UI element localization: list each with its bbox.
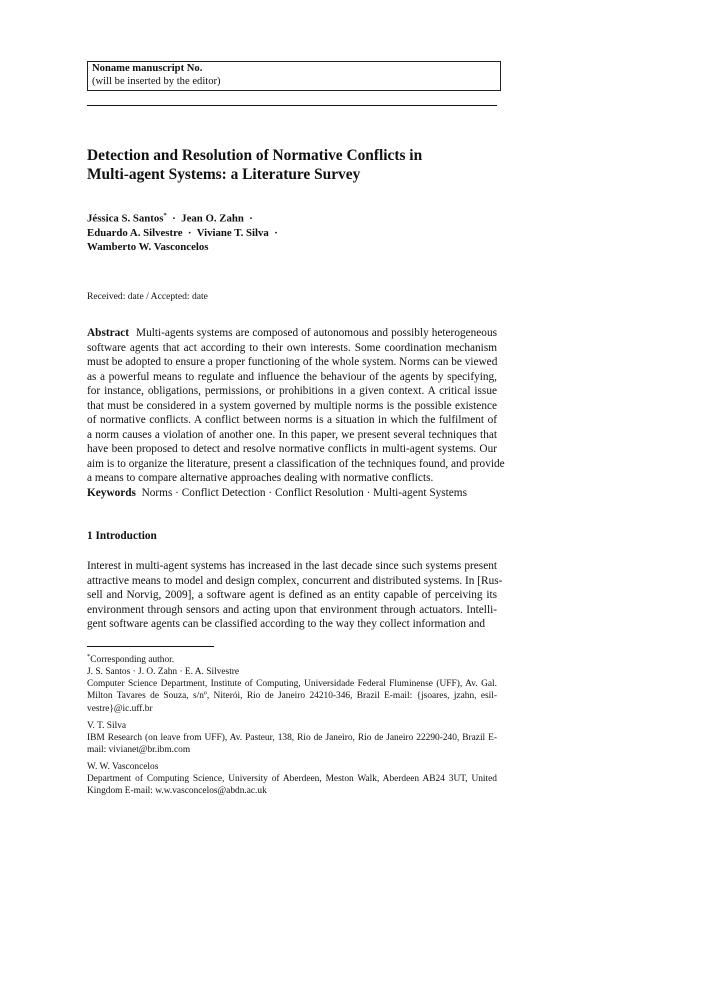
manuscript-number: Noname manuscript No. <box>92 63 203 74</box>
affiliation-names: J. S. Santos · J. O. Zahn · E. A. Silvestre <box>87 667 240 678</box>
keywords <box>87 486 497 501</box>
text-line: Kingdom E-mail: w.w.vasconcelos@abdn.ac.uk <box>87 786 267 797</box>
abstract-label: Abstract <box>87 327 130 339</box>
received-date: Received: date / Accepted: date <box>87 291 208 302</box>
text-line: Milton Tavares de Souza, s/nº, Niterói, Rio de Janeiro 24210-346, Brazil E-mail: {jsoares, jzahn, esil- <box>87 691 497 702</box>
text-line: of normative conflicts. A conflict between norms is a situation in which the fulfilment of <box>87 414 497 427</box>
text-line: Computer Science Department, Institute of Computing, Universidade Federal Fluminense (UFF), Av. Gal. <box>87 679 497 690</box>
separator: · <box>274 226 278 239</box>
footnotes <box>87 651 497 797</box>
affiliation-names: V. T. Silva <box>87 720 127 731</box>
text-line: environment through sensors and acting upon that environment through actuators. Intelli- <box>87 603 497 616</box>
intro-paragraph <box>87 559 503 632</box>
keywords-label: Keywords <box>87 487 136 499</box>
text-line: Interest in multi-agent systems has increased in the last decade since such systems present <box>87 560 497 572</box>
affiliation <box>87 732 497 756</box>
manuscript-info-box <box>87 61 501 91</box>
corresponding-mark: * <box>163 212 167 219</box>
author: Jean O. Zahn <box>181 212 244 225</box>
title-line: Multi-agent Systems: a Literature Survey <box>87 165 361 183</box>
text-line: attractive means to model and design complex, concurrent and distributed systems. In [Rus- <box>87 574 503 587</box>
text-line: a norm causes a violation of another one. In this paper, we present several techniques that <box>87 428 497 441</box>
author-line <box>87 226 497 240</box>
paper-title <box>87 147 497 184</box>
author: Viviane T. Silva <box>196 226 269 239</box>
text-line: software agents that act according to their own interests. Some coordination mechanism <box>87 341 497 354</box>
footnote-mark: * <box>87 653 91 660</box>
author: Wamberto W. Vasconcelos <box>87 241 209 253</box>
author: Jéssica S. Santos <box>87 212 164 225</box>
line-text: Multi-agents systems are composed of autonomous and possibly heterogeneous <box>136 327 497 339</box>
footnote-rule <box>87 646 214 647</box>
keywords-text: Norms · Conflict Detection · Conflict Resolution · Multi-agent Systems <box>141 487 467 499</box>
title-line: Detection and Resolution of Normative Conflicts in <box>87 147 423 164</box>
text-line: gent software agents can be classified according to the way they collect information and <box>87 618 486 631</box>
author: Eduardo A. Silvestre <box>87 226 183 239</box>
text-line: that must be considered in a system governed by multiple norms is the possible existence <box>87 399 497 412</box>
header-rule <box>87 105 497 106</box>
text-line: mail: vivianet@br.ibm.com <box>87 744 191 755</box>
text-line: sell and Norvig, 2009], a software agent is defined as an entity capable of perceiving its <box>87 589 497 602</box>
separator: · <box>187 226 192 239</box>
text-line <box>87 326 497 341</box>
text-line: as a powerful means to regulate and influence the behaviour of the agents by specifying, <box>87 370 497 383</box>
affiliation-names: W. W. Vasconcelos <box>87 761 159 772</box>
text-line: have been proposed to detect and resolve normative conflicts in multi-agent systems. Our <box>87 443 497 456</box>
author-list <box>87 209 497 254</box>
text-line: for instance, obligations, permissions, or prohibitions in a given context. A critical issue <box>87 385 497 398</box>
affiliation <box>87 678 497 714</box>
separator: · <box>249 212 253 225</box>
separator: · <box>172 212 176 225</box>
corresponding-footnote <box>87 651 497 666</box>
text-line: IBM Research (on leave from UFF), Av. Pasteur, 138, Rio de Janeiro, Rio de Janeiro 22290-240, Brazil E- <box>87 732 497 743</box>
section-heading: 1 Introduction <box>87 530 157 542</box>
text-line: aim is to organize the literature, present a classification of the techniques found, and provide <box>87 457 505 470</box>
affiliation <box>87 773 497 797</box>
editor-note: (will be inserted by the editor) <box>92 76 221 87</box>
text-line: a means to compare alternative approaches dealing with normative conflicts. <box>87 472 434 485</box>
footnote-text: Corresponding author. <box>90 655 175 666</box>
author-line <box>87 209 497 226</box>
text-line: vestre}@ic.uff.br <box>87 703 153 714</box>
text-line: must be adopted to ensure a proper functioning of the whole system. Norms can be viewed <box>87 356 498 369</box>
abstract <box>87 326 505 486</box>
text-line: Department of Computing Science, University of Aberdeen, Meston Walk, Aberdeen AB24 3UT, United <box>87 773 497 784</box>
